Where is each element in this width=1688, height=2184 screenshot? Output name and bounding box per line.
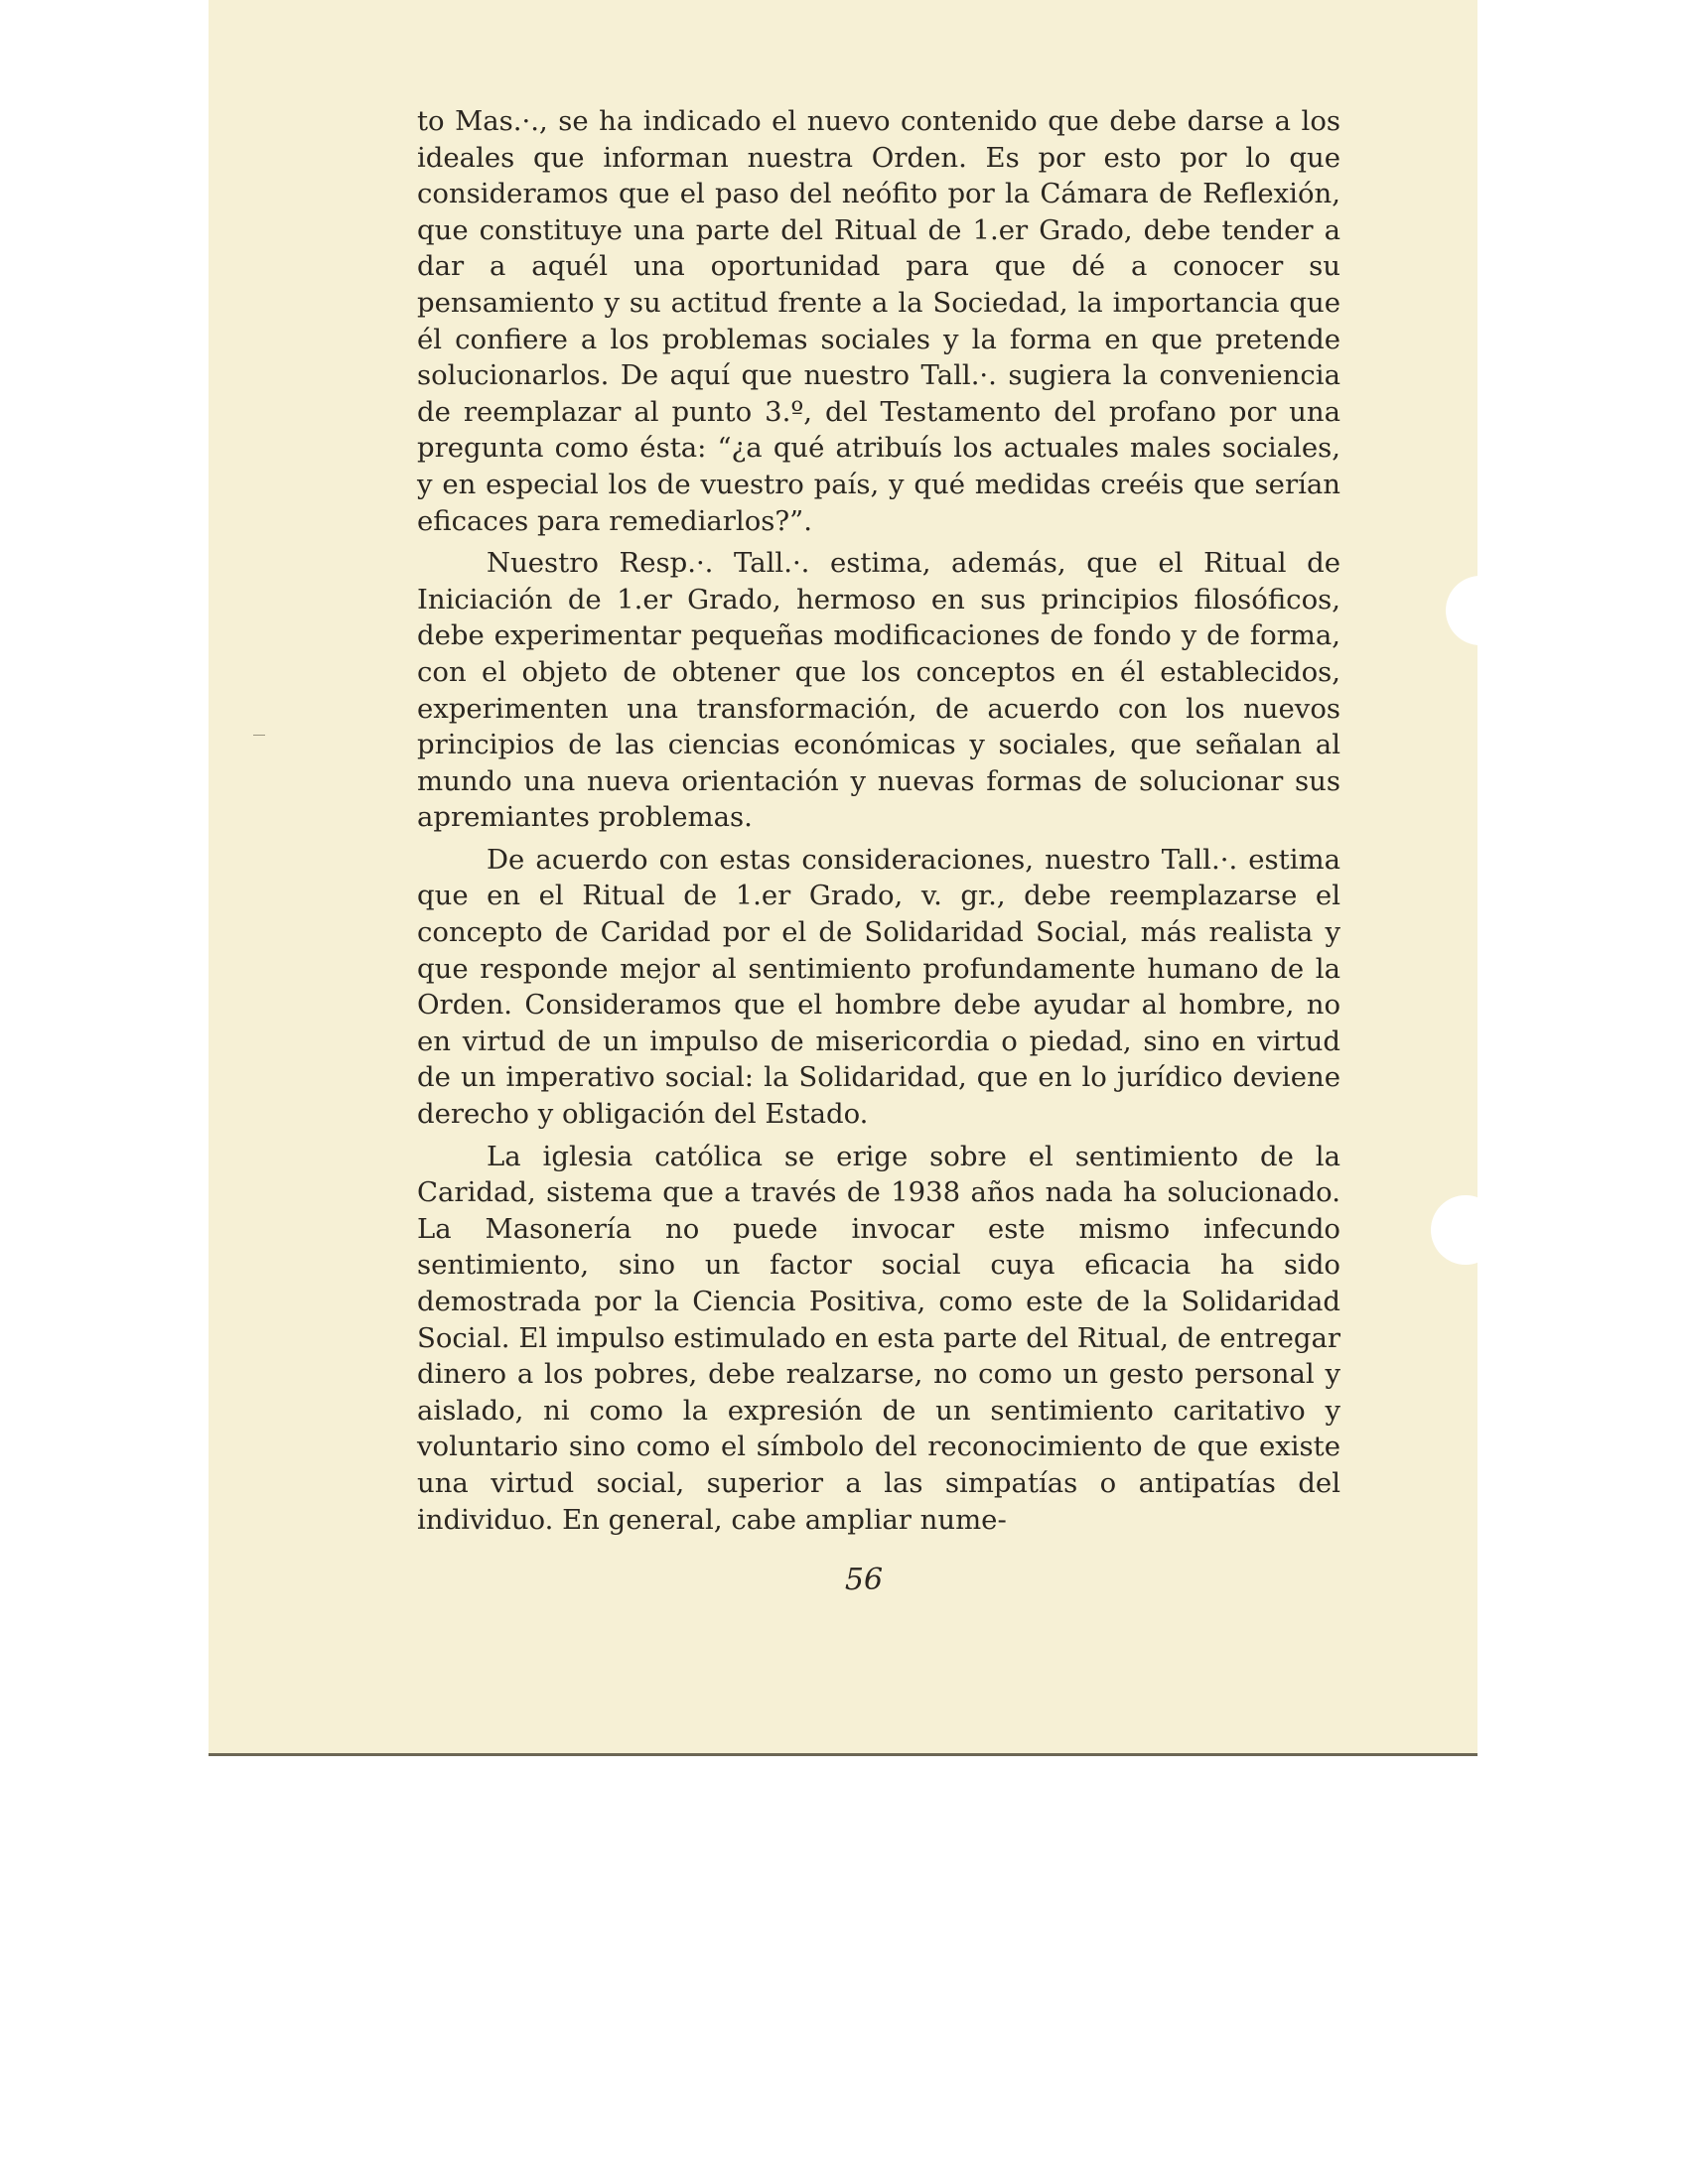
punch-hole-lower [1431, 1195, 1500, 1265]
body-text [417, 103, 1340, 1544]
page-number: 56 [844, 1563, 884, 1597]
page-bottom-edge [209, 1753, 1477, 1756]
paragraph-1: to Mas.·., se ha indicado el nuevo contenido que debe darse a los ideales que informan nuestra Orden. Es por esto por lo que consideramos que el paso del neófito por la Cámara de Reflexión, que constituye una parte del Ritual de 1.er Grado, debe tender a dar a aquél una oportunidad para que dé a conocer su pensamiento y su actitud frente a la Sociedad, la importancia que él confiere a los problemas sociales y la forma en que pretende solucionarlos. De aquí que nuestro Tall.·. sugiera la conveniencia de reemplazar al punto 3.º, del Testamento del profano por una pregunta como ésta: “¿a qué atribuís los actuales males sociales, y en especial los de vuestro país, y qué medidas creéis que serían eficaces para remediarlos?”. [417, 105, 1340, 537]
paragraph-3: De acuerdo con estas consideraciones, nuestro Tall.·. estima que en el Ritual de 1.er Grado, v. gr., debe reemplazarse el concepto de Caridad por el de Solidaridad Social, más realista y que responde mejor al sentimiento profundamente humano de la Orden. Consideramos que el hombre debe ayudar al hombre, no en virtud de un impulso de misericordia o piedad, sino en virtud de un imperativo social: la Solidaridad, que en lo jurídico deviene derecho y obligación del Estado. [417, 843, 1340, 1131]
paragraph-4: La iglesia católica se erige sobre el sentimiento de la Caridad, sistema que a través de 1938 años nada ha solucionado. La Masonería no puede invocar este mismo infecundo sentimiento, sino un factor social cuya eficacia ha sido demostrada por la Ciencia Positiva, como este de la Solidaridad Social. El impulso estimulado en esta parte del Ritual, de entregar dinero a los pobres, debe realzarse, no como un gesto personal y aislado, ni como la expresión de un sentimiento caritativo y voluntario sino como el símbolo del reconocimiento de que existe una virtud social, superior a las simpatías o antipatías del individuo. En general, cabe ampliar nume- [417, 1140, 1340, 1536]
punch-hole-upper [1446, 576, 1515, 645]
paragraph-2: Nuestro Resp.·. Tall.·. estima, además, que el Ritual de Iniciación de 1.er Grado, hermoso en sus principios filosóficos, debe experimentar pequeñas modificaciones de fondo y de forma, con el objeto de obtener que los conceptos en él establecidos, experimenten una transformación, de acuerdo con los nuevos principios de las ciencias económicas y sociales, que señalan al mundo una nueva orientación y nuevas formas de solucionar sus apremiantes problemas. [417, 547, 1340, 834]
margin-mark [253, 735, 265, 736]
